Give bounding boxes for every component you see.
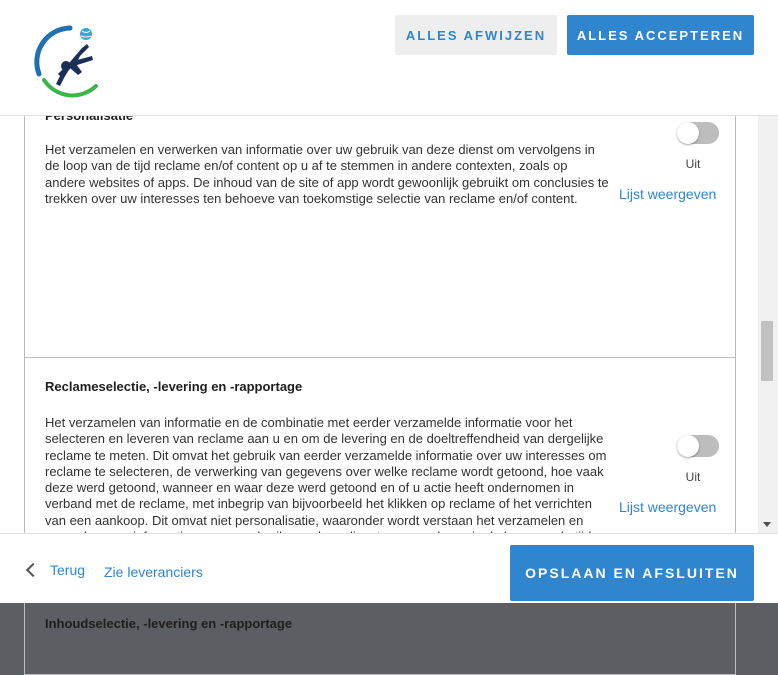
toggle-knob [677,435,699,457]
see-vendors-link[interactable]: Zie leveranciers [104,564,203,580]
toggle-state-label: Uit [685,157,701,171]
purpose-section-inhoud [25,595,735,675]
reject-all-button[interactable]: ALLES AFWIJZEN [395,15,557,55]
scroll-thumb[interactable] [761,321,773,381]
modal-header [0,0,778,116]
purpose-section-personalisatie [25,102,735,358]
scroll-down-arrow-icon[interactable] [763,522,771,527]
back-button[interactable] [26,562,85,578]
modal-footer [0,533,778,603]
show-list-link[interactable]: Lijst weergeven [619,186,717,202]
purpose-title: Reclameselectie, -levering en -rapportage [45,379,303,394]
chevron-left-icon [26,563,40,577]
accept-all-button[interactable]: ALLES ACCEPTEREN [567,15,754,55]
footballer-logo-icon [30,22,110,102]
purpose-toggle[interactable] [677,122,719,144]
purpose-title: Inhoudselectie, -levering en -rapportage [45,616,293,631]
scrollbar[interactable] [758,116,778,533]
toggle-knob [677,122,699,144]
purpose-toggle[interactable] [677,435,719,457]
purpose-description: Het verzamelen en verwerken van informatie over uw gebruik van deze dienst om vervolgens in de loop van de tijd reclame en/of content op u af te stemmen in andere contexten, zoals op andere websites of apps. De inhoud van de site of app wordt gewoonlijk gebruikt om conclusies te trekken over uw interesses ten behoeve van toekomstige selectie van reclame en/of content. [45,142,609,206]
purpose-description: Het verzamelen van informatie en de combinatie met eerder verzamelde informatie voor het selecteren en leveren van reclame aan u en om de levering en de doeltreffendheid van dergelijke reclame te meten. Dit omvat het gebruik van eerder verzamelde informatie over uw interesses om reclame te selecteren, de verwerking van gegevens over welke reclame wordt getoond, hoe vaak deze werd getoond, wanneer en waar deze werd getoond en of u actie heeft ondernomen in verband met de reclame, met inbegrip van bijvoorbeeld het klikken op reclame of het verrichten van een aankoop. Dit omvat niet personalisatie, waaronder wordt verstaan het verzamelen en [45,415,607,528]
show-list-link[interactable]: Lijst weergeven [619,499,717,515]
toggle-state-label: Uit [685,470,701,484]
back-label: Terug [50,562,86,578]
save-and-close-button[interactable]: OPSLAAN EN AFSLUITEN [510,545,754,601]
